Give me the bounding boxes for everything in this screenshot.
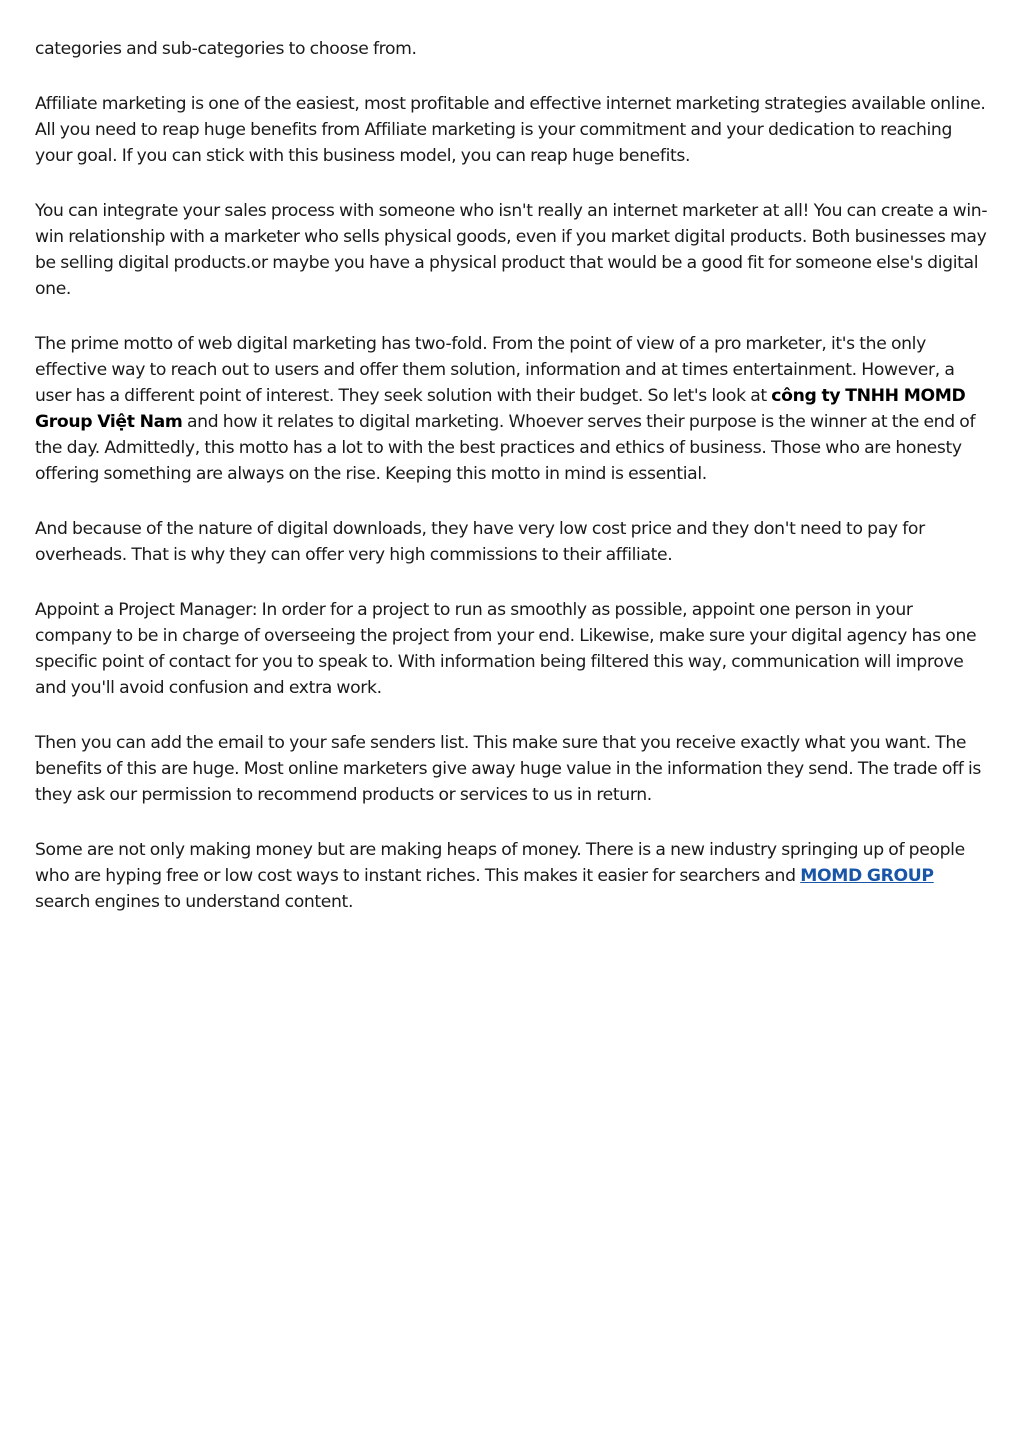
paragraph-8 bbox=[35, 837, 990, 915]
company-name-bold: công ty TNHH MOMD Group Việt Nam bbox=[35, 386, 966, 432]
document-body bbox=[35, 36, 990, 944]
paragraph-4 bbox=[35, 331, 990, 487]
paragraph-1: categories and sub-categories to choose from. bbox=[35, 39, 417, 59]
paragraph-8-text-after: search engines to understand content. bbox=[35, 892, 354, 912]
paragraph-5: And because of the nature of digital downloads, they have very low cost price and they don't need to pay for overheads. That is why they can offer very high commissions to their affiliate. bbox=[35, 519, 925, 565]
paragraph-3: You can integrate your sales process with someone who isn't really an internet marketer at all! You can create a win-win relationship with a marketer who sells physical goods, even if you market digital products. Both businesses may be selling digital products.or maybe you have a physical product that would be a good fit for someone else's digital one. bbox=[35, 201, 988, 299]
paragraph-8-text-before: Some are not only making money but are making heaps of money. There is a new industry springing up of people who are hyping free or low cost ways to instant riches. This makes it easier for searchers and bbox=[35, 840, 965, 886]
paragraph-4-text-after: and how it relates to digital marketing. Whoever serves their purpose is the winner at the end of the day. Admittedly, this motto has a lot to with the best practices and ethics of business. Those who are honesty offering something are always on the rise. Keeping this motto in mind is essential. bbox=[35, 412, 976, 484]
paragraph-6: Appoint a Project Manager: In order for a project to run as smoothly as possible, appoint one person in your company to be in charge of overseeing the project from your end. Likewise, make sure your digital agency has one specific point of contact for you to speak to. With information being filtered this way, communication will improve and you'll avoid confusion and extra work. bbox=[35, 600, 977, 698]
paragraph-4-text-before: The prime motto of web digital marketing has two-fold. From the point of view of a pro marketer, it's the only effective way to reach out to users and offer them solution, information and at times entertainment. However, a user has a different point of interest. They seek solution with their budget. So let's look at bbox=[35, 334, 955, 406]
paragraph-2: Affiliate marketing is one of the easiest, most profitable and effective internet marketing strategies available online. All you need to reap huge benefits from Affiliate marketing is your commitment and your dedication to reaching your goal. If you can stick with this business model, you can reap huge benefits. bbox=[35, 94, 986, 166]
momd-group-link[interactable]: MOMD GROUP bbox=[800, 866, 934, 886]
paragraph-7: Then you can add the email to your safe senders list. This make sure that you receive exactly what you want. The benefits of this are huge. Most online marketers give away huge value in the information they send. The trade off is they ask our permission to recommend products or services to us in return. bbox=[35, 733, 981, 805]
